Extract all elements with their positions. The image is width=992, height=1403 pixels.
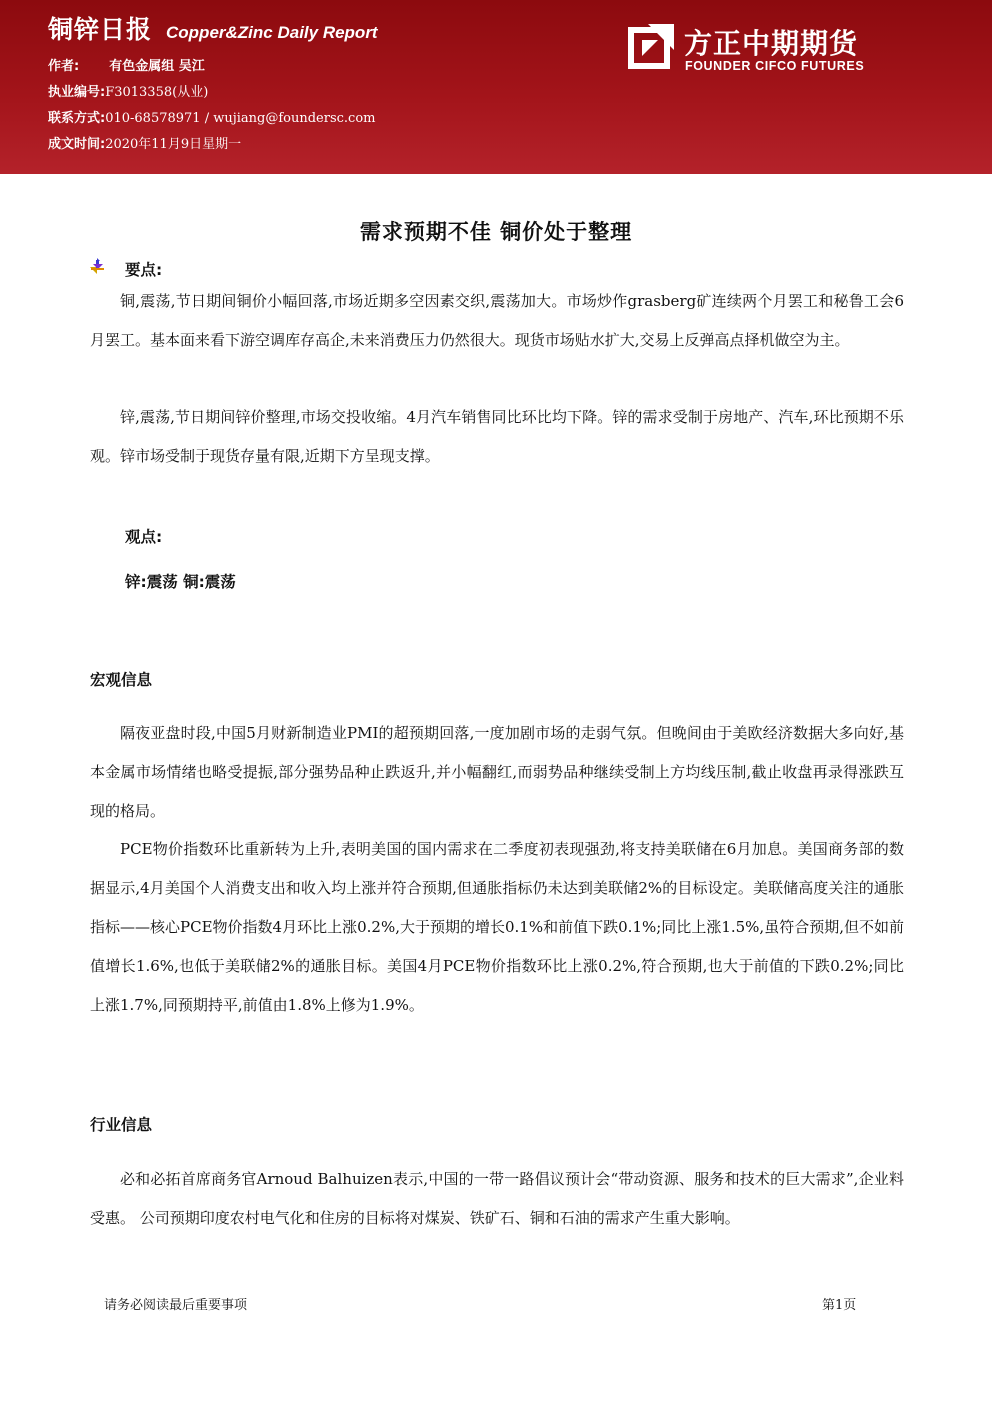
- bullet-arrow-icon: [90, 258, 106, 274]
- logo-text-cn: 方正中期期货: [684, 27, 859, 60]
- contact-value: 010-68578971 / wujiang@foundersc.com: [105, 111, 376, 126]
- license-label: 执业编号:: [48, 85, 106, 100]
- key-points-label: 要点:: [125, 261, 163, 279]
- footer-notice: 请务必阅读最后重要事项: [104, 1298, 248, 1313]
- macro-paragraph-2: PCE物价指数环比重新转为上升,表明美国的国内需求在二季度初表现强劲,将支持美联储在6月加息。美国商务部的数据显示,4月美国个人消费支出和收入均上涨并符合预期,但通胀指标仍未达到美联储2%的目标设定。美联储高度关注的通胀指标——核心PCE物价指数4月环比上涨0.2%,大于预期的增长0.1%和前值下跌0.1%;同比上涨1.5%,虽符合预期,但不如前值增长1.6%,也低于美联储2%的通胀目标。美国4月PCE物价指数环比上涨0.2%,符合预期,也大于前值的下跌0.2%;同比上涨1.7%,同预期持平,前值由1.8%上修为1.9%。: [90, 840, 904, 1014]
- report-header: [0, 0, 992, 174]
- document-title: 需求预期不佳 铜价处于整理: [359, 220, 633, 244]
- page-number: 第1页: [822, 1298, 857, 1313]
- author-line: [48, 55, 205, 74]
- license-value: F3013358(从业): [105, 85, 209, 100]
- contact-line: [48, 107, 376, 126]
- logo-text-en: FOUNDER CIFCO FUTURES: [685, 59, 865, 73]
- date-label: 成文时间:: [48, 137, 106, 152]
- date-line: [48, 133, 241, 152]
- macro-heading: 宏观信息: [90, 671, 153, 689]
- industry-paragraph: 必和必拓首席商务官Arnoud Balhuizen表示,中国的一带一路倡议预计会“带动资源、服务和技术的巨大需求”,企业料受惠。 公司预期印度农村电气化和住房的目标将对煤炭、铁矿石、铜和石油的需求产生重大影响。: [90, 1170, 904, 1227]
- view-value: 锌:震荡 铜:震荡: [125, 573, 236, 591]
- company-logo: [628, 22, 888, 78]
- industry-heading: 行业信息: [90, 1116, 153, 1134]
- author-value: 有色金属组 吴江: [109, 59, 205, 74]
- author-label: 作者:: [48, 59, 80, 74]
- report-title-en: Copper&Zinc Daily Report: [166, 23, 378, 42]
- macro-paragraph-1: 隔夜亚盘时段,中国5月财新制造业PMI的超预期回落,一度加剧市场的走弱气氛。但晚间由于美欧经济数据大多向好,基本金属市场情绪也略受提振,部分强势品种止跌返升,并小幅翻红,而弱势品种继续受制上方均线压制,截止收盘再录得涨跌互现的格局。: [90, 724, 904, 820]
- zinc-paragraph: 锌,震荡,节日期间锌价整理,市场交投收缩。4月汽车销售同比环比均下降。锌的需求受制于房地产、汽车,环比预期不乐观。锌市场受制于现货存量有限,近期下方呈现支撑。: [90, 408, 904, 465]
- license-line: [48, 81, 208, 100]
- view-label: 观点:: [125, 528, 163, 546]
- logo-mark-icon: [628, 24, 674, 70]
- date-value: 2020年11月9日星期一: [105, 137, 242, 152]
- copper-paragraph: 铜,震荡,节日期间铜价小幅回落,市场近期多空因素交织,震荡加大。市场炒作grasberg矿连续两个月罢工和秘鲁工会6月罢工。基本面来看下游空调库存高企,未来消费压力仍然很大。现货市场贴水扩大,交易上反弹高点择机做空为主。: [90, 292, 904, 349]
- report-title-row: [48, 10, 378, 46]
- report-title-cn: 铜锌日报: [48, 15, 153, 44]
- contact-label: 联系方式:: [48, 111, 106, 126]
